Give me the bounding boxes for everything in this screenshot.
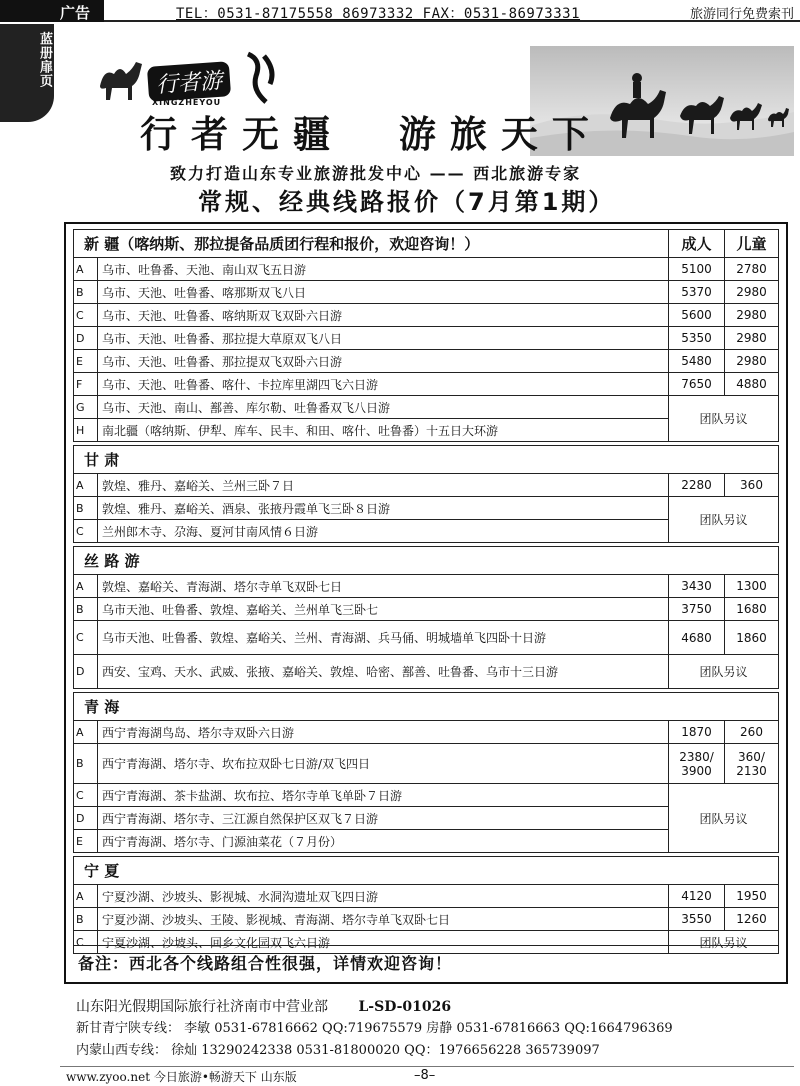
route-name: 西宁青海湖、茶卡盐湖、坎布拉、塔尔寺单飞单卧７日游 xyxy=(97,784,668,807)
route-row xyxy=(74,744,779,784)
slogan xyxy=(140,104,631,158)
divider xyxy=(73,945,779,946)
route-name: 乌市天池、吐鲁番、敦煌、嘉峪关、兰州、青海湖、兵马俑、明城墙单飞四卧十日游 xyxy=(97,621,668,655)
header xyxy=(60,24,794,216)
route-name: 西宁青海湖鸟岛、塔尔寺双卧六日游 xyxy=(97,721,668,744)
child-price: 2980 xyxy=(725,350,779,373)
contact-block xyxy=(76,996,796,1062)
child-price: 1300 xyxy=(725,575,779,598)
route-name: 乌市、天池、吐鲁番、那拉提双飞双卧六日游 xyxy=(97,350,668,373)
route-row xyxy=(74,396,779,419)
route-name: 乌市、吐鲁番、天池、南山双飞五日游 xyxy=(97,258,668,281)
route-code: C xyxy=(74,520,98,543)
logo-subtitle: XINGZHEYOU xyxy=(152,98,222,107)
group-price-note: 团队另议 xyxy=(669,396,779,442)
footer-site: www.zyoo.net 今日旅游•畅游天下 山东版 xyxy=(66,1070,297,1084)
route-name: 乌市、天池、吐鲁番、喀纳斯双飞双卧六日游 xyxy=(97,304,668,327)
route-code: C xyxy=(74,621,98,655)
route-code: F xyxy=(74,373,98,396)
child-price: 260 xyxy=(725,721,779,744)
section-header-row xyxy=(74,446,779,474)
route-row xyxy=(74,350,779,373)
section-tab: 蓝册扉页 xyxy=(0,24,54,122)
route-row xyxy=(74,784,779,807)
route-name: 乌市、天池、吐鲁番、那拉提大草原双飞八日 xyxy=(97,327,668,350)
route-code: B xyxy=(74,908,98,931)
route-row xyxy=(74,655,779,689)
route-code: G xyxy=(74,396,98,419)
adult-price: 5600 xyxy=(669,304,725,327)
child-price: 1950 xyxy=(725,885,779,908)
remark: 备注：西北各个线路组合性很强，详情欢迎咨询！ xyxy=(78,954,453,973)
ad-label: 广告 xyxy=(0,0,104,22)
slogan-left: 行者无疆 xyxy=(140,112,344,156)
child-price: 2980 xyxy=(725,327,779,350)
route-code: A xyxy=(74,721,98,744)
route-row xyxy=(74,474,779,497)
group-price-note: 团队另议 xyxy=(669,784,779,853)
child-price: 4880 xyxy=(725,373,779,396)
route-name: 宁夏沙湖、沙坡头、回乡文化园双飞六日游 xyxy=(97,931,668,954)
adult-price: 1870 xyxy=(669,721,725,744)
route-code: B xyxy=(74,497,98,520)
section-title: 新 疆（喀纳斯、那拉提备品质团行程和报价，欢迎咨询！） xyxy=(74,230,669,258)
route-name: 乌市、天池、南山、鄯善、库尔勒、吐鲁番双飞八日游 xyxy=(97,396,668,419)
route-name: 敦煌、雅丹、嘉峪关、酒泉、张掖丹霞单飞三卧８日游 xyxy=(97,497,668,520)
adult-price: 7650 xyxy=(669,373,725,396)
route-code: C xyxy=(74,931,98,954)
section-title: 宁 夏 xyxy=(74,857,779,885)
adult-price: 5350 xyxy=(669,327,725,350)
adult-price: 4120 xyxy=(669,885,725,908)
route-name: 南北疆（喀纳斯、伊犁、库车、民丰、和田、喀什、吐鲁番）十五日大环游 xyxy=(97,419,668,442)
route-name: 西宁青海湖、塔尔寺、坎布拉双卧七日游/双飞四日 xyxy=(97,744,668,784)
route-code: A xyxy=(74,258,98,281)
route-row xyxy=(74,497,779,520)
route-code: D xyxy=(74,327,98,350)
route-code: B xyxy=(74,281,98,304)
route-row xyxy=(74,304,779,327)
route-row xyxy=(74,908,779,931)
route-name: 西宁青海湖、塔尔寺、门源油菜花（７月份） xyxy=(97,830,668,853)
route-name: 乌市天池、吐鲁番、敦煌、嘉峪关、兰州单飞三卧七 xyxy=(97,598,668,621)
child-price: 2780 xyxy=(725,258,779,281)
company-line xyxy=(76,996,796,1018)
route-name: 乌市、天池、吐鲁番、喀那斯双飞八日 xyxy=(97,281,668,304)
section-header-row xyxy=(74,230,779,258)
top-bar xyxy=(0,0,800,22)
camel-icon xyxy=(96,56,148,102)
footer-divider xyxy=(60,1066,794,1067)
child-price: 2980 xyxy=(725,304,779,327)
section-title: 甘 肃 xyxy=(74,446,779,474)
route-code: H xyxy=(74,419,98,442)
route-code: A xyxy=(74,575,98,598)
route-row xyxy=(74,327,779,350)
page-number: –8– xyxy=(414,1068,436,1083)
adult-price: 5370 xyxy=(669,281,725,304)
route-row xyxy=(74,621,779,655)
adult-price: 2280 xyxy=(669,474,725,497)
route-row xyxy=(74,373,779,396)
route-code: E xyxy=(74,350,98,373)
route-row xyxy=(74,281,779,304)
child-price: 360 xyxy=(725,474,779,497)
route-code: D xyxy=(74,655,98,689)
price-board xyxy=(64,222,788,984)
route-code: A xyxy=(74,474,98,497)
route-name: 兰州郎木寺、尕海、夏河甘南风情６日游 xyxy=(97,520,668,543)
company-name: 山东阳光假期国际旅行社济南市中营业部 xyxy=(76,999,328,1015)
child-price: 360/ 2130 xyxy=(725,744,779,784)
section-title: 青 海 xyxy=(74,693,779,721)
section-header-row xyxy=(74,693,779,721)
tagline: 致力打造山东专业旅游批发中心 —— 西北旅游专家 xyxy=(170,164,582,183)
section-title: 丝 路 游 xyxy=(74,547,779,575)
route-name: 宁夏沙湖、沙坡头、王陵、影视城、青海湖、塔尔寺单飞双卧七日 xyxy=(97,908,668,931)
route-code: B xyxy=(74,598,98,621)
adult-column-header: 成人 xyxy=(669,230,725,258)
brush-stroke-icon xyxy=(242,50,282,106)
route-row xyxy=(74,721,779,744)
route-code: C xyxy=(74,304,98,327)
route-code: A xyxy=(74,885,98,908)
child-price: 1680 xyxy=(725,598,779,621)
adult-price: 2380/ 3900 xyxy=(669,744,725,784)
section-header-row xyxy=(74,547,779,575)
route-row xyxy=(74,575,779,598)
slogan-right: 游旅天下 xyxy=(398,112,603,156)
group-price-note: 团队另议 xyxy=(669,497,779,543)
route-name: 敦煌、雅丹、嘉峪关、兰州三卧７日 xyxy=(97,474,668,497)
page-title: 常规、经典线路报价（7月第1期） xyxy=(198,188,616,216)
adult-price: 5100 xyxy=(669,258,725,281)
route-row xyxy=(74,258,779,281)
free-brochure-text: 旅游同行免费索刊 xyxy=(689,7,794,22)
contact-line: TEL：0531-87175558 86973332 FAX：0531-86973331 xyxy=(176,6,581,22)
child-column-header: 儿童 xyxy=(725,230,779,258)
license-number: L-SD-01026 xyxy=(358,999,452,1015)
route-code: D xyxy=(74,807,98,830)
adult-price: 3430 xyxy=(669,575,725,598)
route-code: C xyxy=(74,784,98,807)
contact-line-inner-mongolia: 内蒙山西专线： 徐灿 13290242338 0531-81800020 QQ：1976656228 365739097 xyxy=(76,1043,600,1058)
price-table xyxy=(73,229,779,954)
group-price-note: 团队另议 xyxy=(669,931,779,954)
child-price: 1860 xyxy=(725,621,779,655)
logo-mark: 行者游 xyxy=(147,61,231,102)
route-name: 乌市、天池、吐鲁番、喀什、卡拉库里湖四飞六日游 xyxy=(97,373,668,396)
route-name: 敦煌、嘉峪关、青海湖、塔尔寺单飞双卧七日 xyxy=(97,575,668,598)
adult-price: 3750 xyxy=(669,598,725,621)
adult-price: 4680 xyxy=(669,621,725,655)
contact-line-northwest: 新甘青宁陕专线： 李敏 0531-67816662 QQ:719675579 房静 0531-67816663 QQ:1664796369 xyxy=(76,1021,673,1036)
section-header-row xyxy=(74,857,779,885)
route-code: E xyxy=(74,830,98,853)
route-row xyxy=(74,598,779,621)
child-price: 2980 xyxy=(725,281,779,304)
route-row xyxy=(74,885,779,908)
route-name: 西安、宝鸡、天水、武威、张掖、嘉峪关、敦煌、哈密、鄯善、吐鲁番、乌市十三日游 xyxy=(97,655,668,689)
route-code: B xyxy=(74,744,98,784)
route-name: 宁夏沙湖、沙坡头、影视城、水洞沟遗址双飞四日游 xyxy=(97,885,668,908)
adult-price: 3550 xyxy=(669,908,725,931)
route-name: 西宁青海湖、塔尔寺、三江源自然保护区双飞７日游 xyxy=(97,807,668,830)
child-price: 1260 xyxy=(725,908,779,931)
group-price-note: 团队另议 xyxy=(669,655,779,689)
adult-price: 5480 xyxy=(669,350,725,373)
